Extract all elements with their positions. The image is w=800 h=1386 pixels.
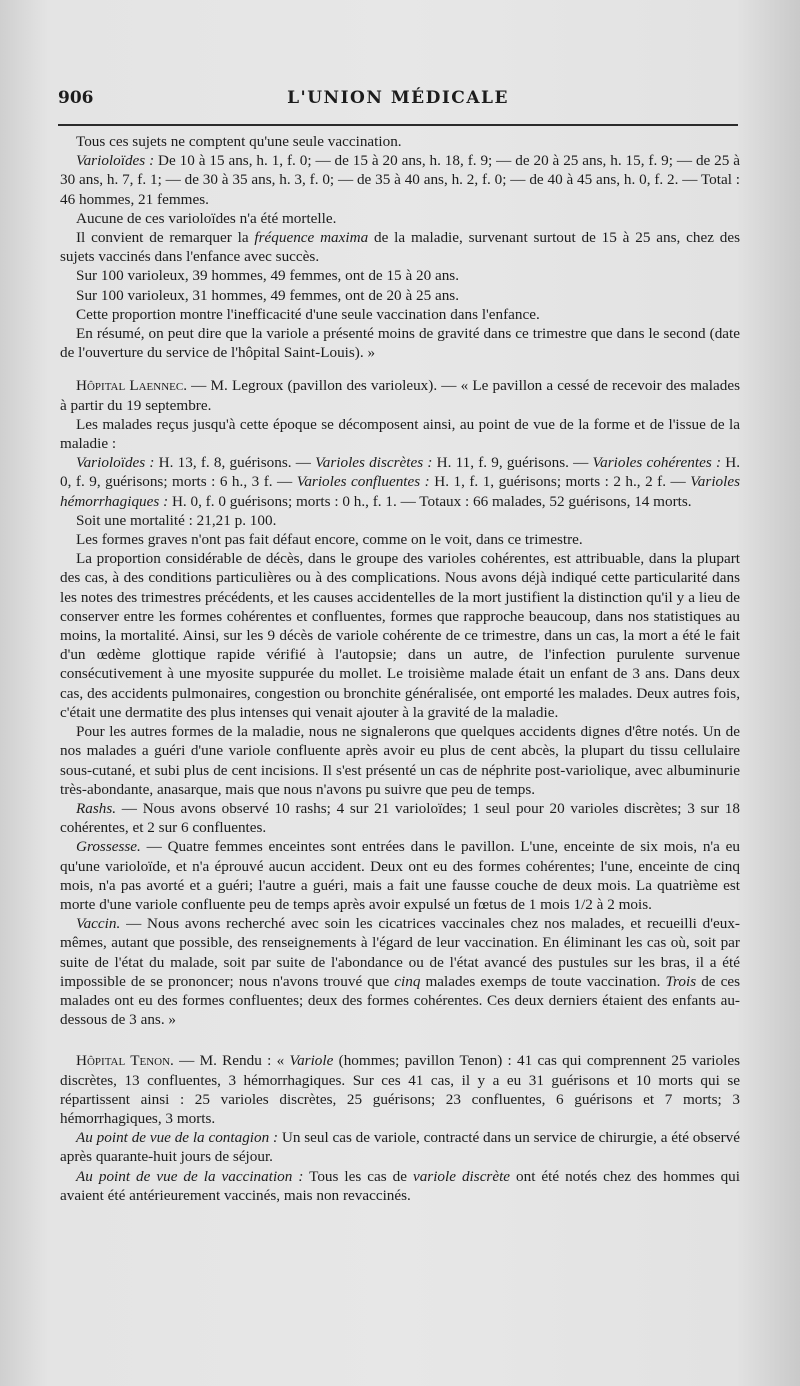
running-title: L'UNION MÉDICALE [287,88,509,108]
paragraph: Sur 100 varioleux, 31 hommes, 49 femmes, ont de 20 à 25 ans. [76,286,460,304]
paragraph: Aucune de ces varioloïdes n'a été mortelle. [76,209,337,227]
section-label: Vaccin. [76,915,121,933]
paragraph: Tous ces sujets ne comptent qu'une seule vaccination. [76,133,402,150]
paragraph: Hôpital Tenon. — M. Rendu : « Variole (hommes; pavillon Tenon) : 41 cas qui comprennent 25 varioles discrètes, 13 confluentes, 3 hémorrhagiques. Sur ces 41 cas, il y a eu 31 guérisons et 10 morts qui se répartissent ainsi : 25 varioles discrètes, 25 guérisons; 23 confluentes, 6 guérisons et 7 morts; 3 hémorrhagiques, 3 morts. [60,1052,740,1127]
page-number: 906 [58,88,94,108]
section-label: Au point de vue de la contagion : [76,1129,279,1147]
page-header [58,88,738,114]
paragraph: Varioloïdes : H. 13, f. 8, guérisons. — Varioles discrètes : H. 11, f. 9, guérisons. — Varioles cohérentes : H. 0, f. 9, guérisons; morts : 6 h., 3 f. — Varioles confluentes : H. 1, f. 1, guérisons; morts : 2 h., 2 f. — Varioles hémorrhagiques : H. 0, f. 0 guérisons; morts : 0 h., f. 1. — Totaux : 66 malades, 52 guérisons, 14 morts. [60,454,741,510]
paragraph: Cette proportion montre l'inefficacité d'une seule vaccination dans l'enfance. [76,305,540,323]
paragraph: Varioloïdes : De 10 à 15 ans, h. 1, f. 0; — de 15 à 20 ans, h. 18, f. 9; — de 20 à 25 ans, h. 15, f. 9; — de 25 à 30 ans, h. 7, f. 1; — de 30 à 35 ans, h. 3, f. 0; — de 35 à 40 ans, h. 2, f. 0; — de 40 à 45 ans, h. 0, f. 2. — Total : 46 hommes, 21 femmes. [60,152,741,208]
paragraph: Au point de vue de la vaccination : Tous les cas de variole discrète ont été notés chez des hommes qui avaient été antérieurement vaccinés, mais non revaccinés. [60,1167,741,1204]
section-label: Grossesse. [76,838,141,856]
paragraph: Au point de vue de la contagion : Un seul cas de variole, contracté dans un service de chirurgie, a été observé après quarante-huit jours de séjour. [60,1129,741,1166]
section-label: Rashs. [76,799,117,817]
hospital-heading: Hôpital Laennec. [76,377,188,395]
paragraph: Rashs. — Nous avons observé 10 rashs; 4 sur 21 varioloïdes; 1 seul pour 20 varioles discrètes; 3 sur 18 cohérentes, et 2 sur 6 confluentes. [60,799,740,837]
paragraph: Pour les autres formes de la maladie, nous ne signalerons que quelques accidents dignes d'être notés. Un de nos malades a guéri d'une variole confluente après avoir eu plus de cent abcès, la plupart du tissu cellulaire sous-cutané, et subi plus de cent incisions. Il s'est présenté un cas de néphrite post-variolique, avec albuminurie très-abondante, anasarque, mais que nous n'avons pu suivre que peu de temps. [60,723,740,798]
hospital-heading: Hôpital Tenon. [76,1052,174,1070]
paragraph: La proportion considérable de décès, dans le groupe des varioles cohérentes, est attribuable, dans la plupart des cas, à des conditions particulières ou à des complications. Nous avons déjà indiqué cette particularité dans les notes des trimestres précédents, et les causes accidentelles de la mort justifient la distinction qu'il y a lieu de conserver entre les formes cohérentes et confluentes, formes que rapproche beaucoup, dans nos statistiques au moins, la mortalité. Ainsi, sur les 9 décès de variole cohérente de ce trimestre, dans un cas, la mort a été le fait d'un œdème glottique rapide vérifié à l'autopsie; dans un autre, de l'infection purulente survenue consécutivement à une myosite suppurée du mollet. Le troisième malade était un enfant de 3 ans. Dans deux cas, des accidents pulmonaires, congestion ou bronchite généralisée, ont emporté les malades. Deux autres fois, c'était une dermatite des plus intenses qui venait ajouter à la gravité de la maladie. [60,550,740,721]
paragraph: Grossesse. — Quatre femmes enceintes sont entrées dans le pavillon. L'une, enceinte de six mois, n'a eu qu'une varioloïde, et n'a éprouvé aucun accident. Deux ont eu des formes cohérentes; l'une, enceinte de cinq mois, n'a pas avorté et a guéri; l'autre a guéri, mais a fait une fausse couche de deux mois. La quatrième est morte d'une variole confluente peu de temps après avoir expulsé un fœtus de 1 mois 1/2 à 2 mois. [60,838,740,913]
body-text [60,132,740,1205]
paragraph: Soit une mortalité : 21,21 p. 100. [76,511,277,529]
paragraph: Les malades reçus jusqu'à cette époque se décomposent ainsi, au point de vue de la forme et de l'issue de la maladie : [60,415,740,453]
section-label: Au point de vue de la vaccination : [76,1167,304,1185]
paragraph: Sur 100 varioleux, 39 hommes, 49 femmes, ont de 15 à 20 ans. [76,267,460,285]
paragraph: Vaccin. — Nous avons recherché avec soin les cicatrices vaccinales chez nos malades, et recueilli d'eux-mêmes, autant que possible, des renseignements à l'égard de leur vaccination. En éliminant les cas où, soit par suite de l'état du malade, soit par suite de l'abondance ou de l'état avancé des pustules sur les bras, il a été impossible de se prononcer; nous n'avons trouvé que cinq malades exemps de toute vaccination. Trois de ces malades ont eu des formes confluentes; deux des formes cohérentes. Ces deux derniers étaient des enfants au-dessous de 3 ans. » [60,915,740,1029]
header-rule [58,124,738,126]
paragraph: Il convient de remarquer la fréquence maxima de la maladie, survenant surtout de 15 à 25 ans, chez des sujets vaccinés dans l'enfance avec succès. [60,229,741,266]
paragraph: Les formes graves n'ont pas fait défaut encore, comme on le voit, dans ce trimestre. [76,531,583,549]
paragraph: Hôpital Laennec. — M. Legroux (pavillon des varioleux). — « Le pavillon a cessé de recevoir des malades à partir du 19 septembre. [60,377,741,414]
section-label: Varioloïdes : [76,152,155,170]
paragraph: En résumé, on peut dire que la variole a présenté moins de gravité dans ce trimestre que dans le second (date de l'ouverture du service de l'hôpital Saint-Louis). » [60,325,740,362]
